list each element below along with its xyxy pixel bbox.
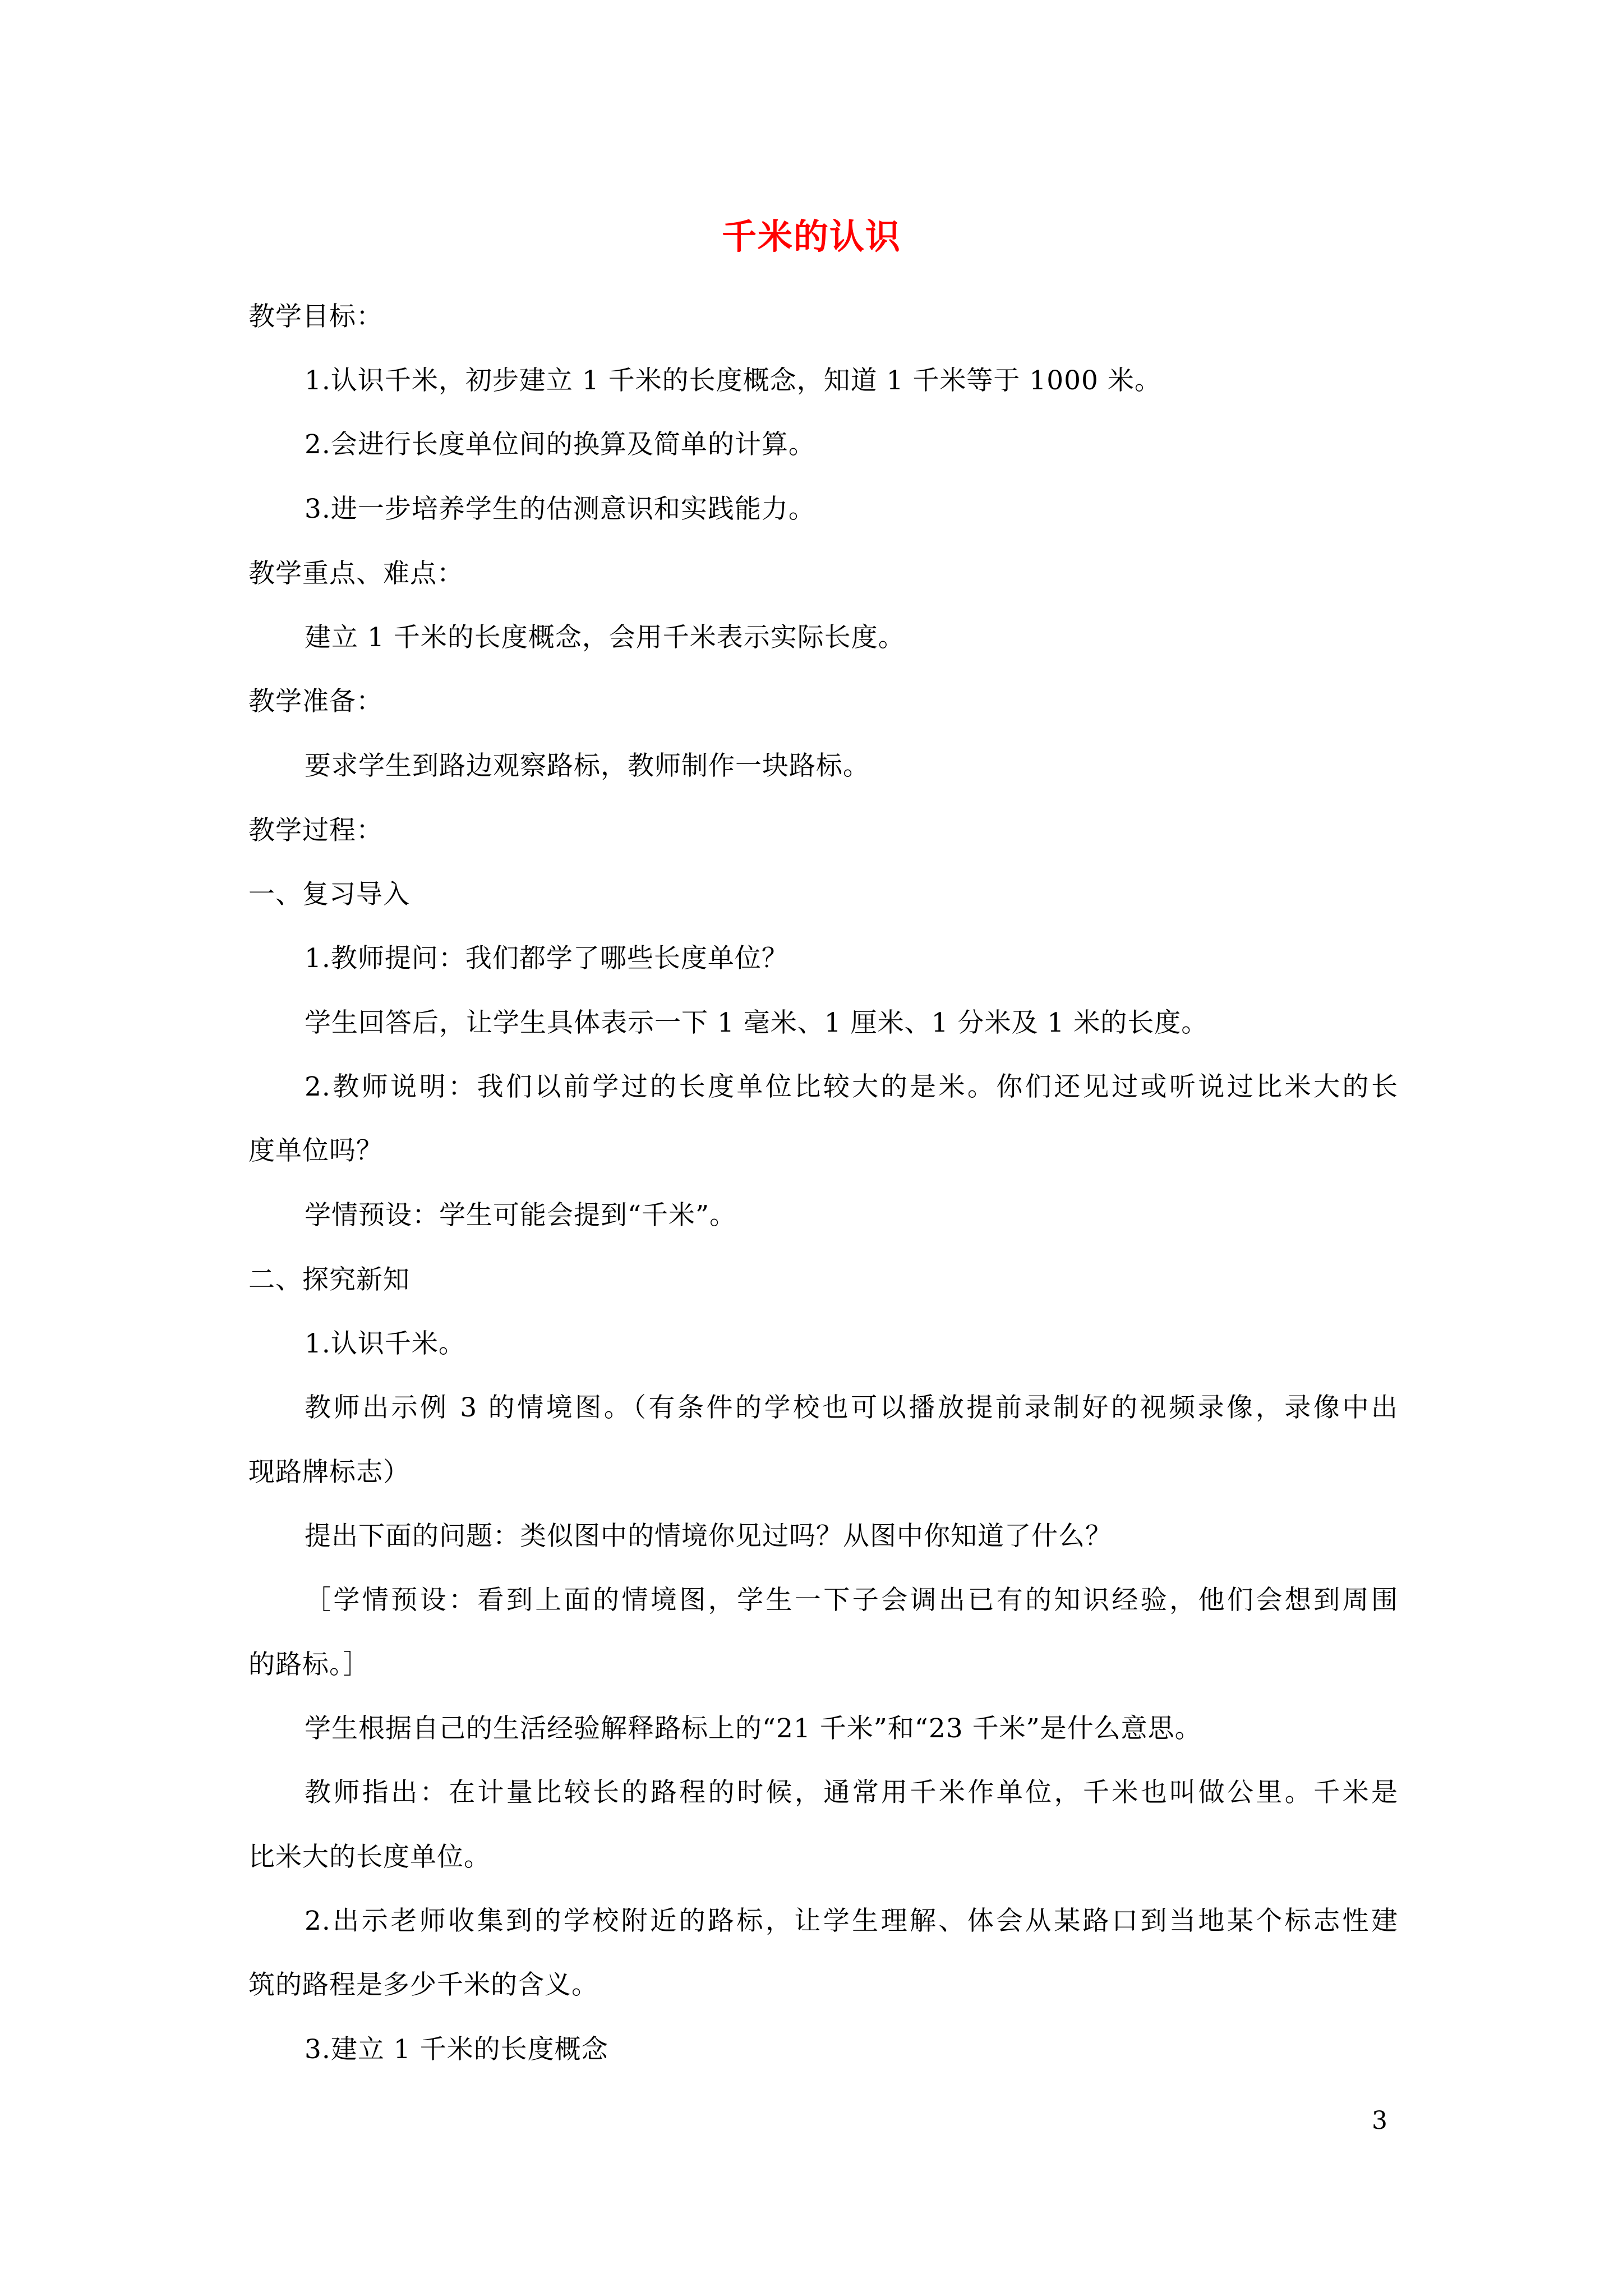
preparation-heading: 教学准备： (248, 686, 383, 717)
section-1-heading: 一、复习导入 (248, 879, 410, 910)
section-2-paragraph-8: 3.建立 1 千米的长度概念 (305, 2034, 608, 2065)
section-2-paragraph-1: 1.认识千米。 (305, 1328, 465, 1359)
key-points-heading: 教学重点、难点： (248, 558, 464, 589)
document-title: 千米的认识 (721, 216, 901, 257)
section-2-paragraph-4-line-1: ［学情预设：看到上面的情境图，学生一下子会调出已有的知识经验，他们会想到周围 (305, 1585, 1398, 1616)
page-number: 3 (1372, 2106, 1387, 2135)
section-1-paragraph-3-line-1: 2.教师说明：我们以前学过的长度单位比较大的是米。你们还见过或听说过比米大的长 (305, 1071, 1398, 1102)
section-2-heading: 二、探究新知 (248, 1264, 410, 1295)
section-2-paragraph-2-line-2: 现路牌标志） (248, 1457, 410, 1488)
objective-1: 1.认识千米，初步建立 1 千米的长度概念，知道 1 千米等于 1000 米。 (305, 365, 1161, 396)
key-points-text: 建立 1 千米的长度概念，会用千米表示实际长度。 (305, 622, 905, 653)
section-2-paragraph-3: 提出下面的问题：类似图中的情境你见过吗？从图中你知道了什么？ (305, 1521, 1112, 1552)
preparation-text: 要求学生到路边观察路标，教师制作一块路标。 (305, 751, 870, 781)
objective-3: 3.进一步培养学生的估测意识和实践能力。 (305, 494, 815, 524)
section-1-paragraph-2: 学生回答后，让学生具体表示一下 1 毫米、1 厘米、1 分米及 1 米的长度。 (305, 1007, 1209, 1038)
section-2-paragraph-7-line-1: 2.出示老师收集到的学校附近的路标，让学生理解、体会从某路口到当地某个标志性建 (305, 1906, 1398, 1936)
section-2-paragraph-2-line-1: 教师出示例 3 的情境图。（有条件的学校也可以播放提前录制好的视频录像，录像中出 (305, 1392, 1398, 1423)
section-1-paragraph-3-line-2: 度单位吗？ (248, 1135, 383, 1166)
section-2-paragraph-6-line-2: 比米大的长度单位。 (248, 1842, 491, 1872)
section-1-paragraph-1: 1.教师提问：我们都学了哪些长度单位？ (305, 943, 789, 974)
section-1-paragraph-4: 学情预设：学生可能会提到“千米”。 (305, 1200, 737, 1231)
section-2-paragraph-7-line-2: 筑的路程是多少千米的含义。 (248, 1970, 598, 2000)
process-heading: 教学过程： (248, 815, 383, 846)
section-2-paragraph-4-line-2: 的路标。］ (248, 1649, 370, 1680)
objective-2: 2.会进行长度单位间的换算及简单的计算。 (305, 429, 815, 460)
section-2-paragraph-5: 学生根据自己的生活经验解释路标上的“21 千米”和“23 千米”是什么意思。 (305, 1713, 1202, 1744)
section-2-paragraph-6-line-1: 教师指出：在计量比较长的路程的时候，通常用千米作单位，千米也叫做公里。千米是 (305, 1777, 1398, 1808)
objectives-heading: 教学目标： (248, 301, 383, 332)
